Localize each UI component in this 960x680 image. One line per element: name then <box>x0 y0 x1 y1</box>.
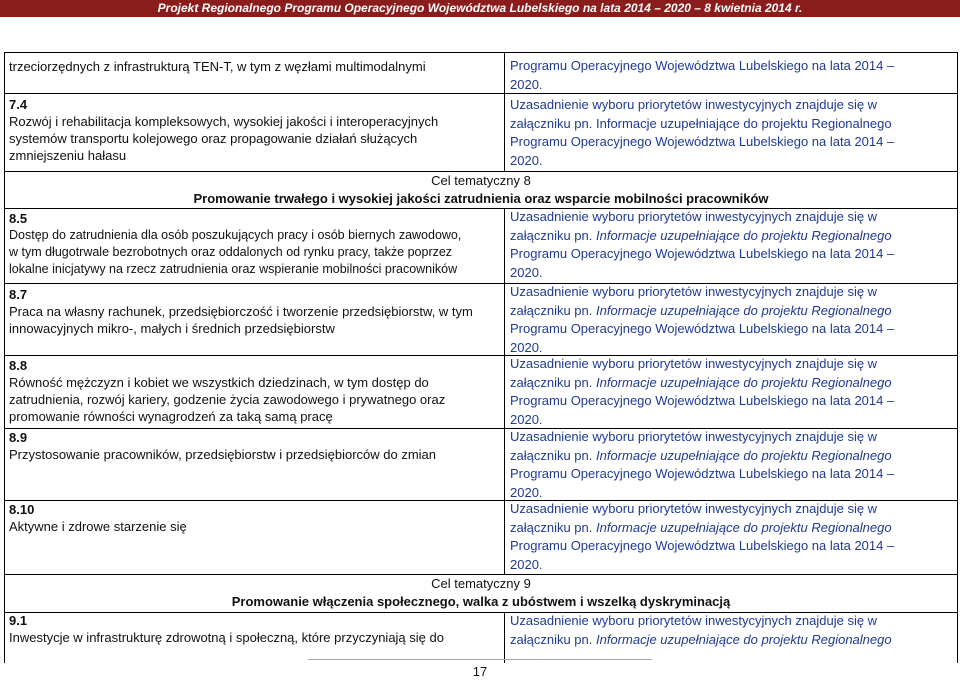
right-line: Uzasadnienie wyboru priorytetów inwestycyjnych znajduje się w <box>510 613 878 628</box>
left-line: Inwestycje w infrastrukturę zdrowotną i społeczną, które przyczyniają się do <box>9 630 444 645</box>
right-line: Uzasadnienie wyboru priorytetów inwestycyjnych znajduje się w <box>510 284 878 299</box>
table-row <box>5 53 957 94</box>
left-line: Praca na własny rachunek, przedsiębiorczość i tworzenie przedsiębiorstw, w tym <box>9 304 473 319</box>
right-line: 2020. <box>510 556 543 572</box>
page-number: 17 <box>472 664 488 679</box>
left-line: Rozwój i rehabilitacja kompleksowych, wysokiej jakości i interoperacyjnych <box>9 114 439 129</box>
right-line: 2020. <box>510 264 543 280</box>
left-line: promowanie równości wynagrodzeń za taką samą pracę <box>9 409 333 424</box>
right-cell <box>510 612 953 649</box>
theme-subtitle: Promowanie trwałego i wysokiej jakości zatrudnienia oraz wsparcie mobilności pracowników <box>193 191 769 206</box>
left-cell <box>9 210 501 278</box>
right-line: załączniku pn. Informacje uzupełniające do projektu Regionalnego <box>510 115 892 131</box>
left-cell <box>9 429 501 463</box>
table-row <box>5 283 957 356</box>
left-line: zmniejszeniu hałasu <box>9 148 127 163</box>
left-cell <box>9 357 501 425</box>
priority-number: 9.1 <box>9 613 28 628</box>
theme-subtitle: Promowanie włączenia społecznego, walka z ubóstwem i wszelką dyskryminacją <box>231 594 731 609</box>
priority-number: 7.4 <box>9 97 28 112</box>
right-cell <box>510 500 953 574</box>
left-cell <box>9 58 501 75</box>
theme-title: Cel tematyczny 8 <box>431 173 531 188</box>
document-header: Projekt Regionalnego Programu Operacyjnego Województwa Lubelskiego na lata 2014 – 2020 – 8 kwietnia 2014 r. <box>0 0 960 17</box>
priority-number: 8.10 <box>9 502 35 517</box>
right-line: Uzasadnienie wyboru priorytetów inwestycyjnych znajduje się w <box>510 209 878 224</box>
right-line: Programu Operacyjnego Województwa Lubelskiego na lata 2014 – <box>510 538 895 553</box>
left-line: lokalne inicjatywy na rzecz zatrudnienia oraz wspieranie mobilności pracowników <box>9 262 458 276</box>
left-line: systemów transportu kolejowego oraz propagowanie działań służących <box>9 131 418 146</box>
priority-table <box>4 52 958 663</box>
table-row <box>5 355 957 429</box>
priority-number: 8.7 <box>9 287 28 302</box>
right-line: Programu Operacyjnego Województwa Lubelskiego na lata 2014 – <box>510 393 895 408</box>
right-line: Programu Operacyjnego Województwa Lubelskiego na lata 2014 – <box>510 466 895 481</box>
right-line: Programu Operacyjnego Województwa Lubelskiego na lata 2014 – <box>510 58 895 73</box>
right-line: Programu Operacyjnego Województwa Lubelskiego na lata 2014 – <box>510 246 895 261</box>
right-line: 2020. <box>510 76 543 92</box>
left-line: innowacyjnych mikro-, małych i średnich przedsiębiorstw <box>9 321 335 336</box>
left-line: zatrudnienia, rozwój kariery, godzenie życia zawodowego i prywatnego oraz <box>9 392 446 407</box>
priority-number: 8.8 <box>9 358 28 373</box>
table-row <box>5 500 957 575</box>
right-cell <box>510 283 953 357</box>
theme-title: Cel tematyczny 9 <box>431 576 531 591</box>
left-line: Przystosowanie pracowników, przedsiębiorstw i przedsiębiorców do zmian <box>9 447 437 462</box>
right-line: Programu Operacyjnego Województwa Lubelskiego na lata 2014 – <box>510 321 895 336</box>
left-line: Dostęp do zatrudnienia dla osób poszukujących pracy i osób biernych zawodowo, <box>9 228 462 242</box>
right-line: Uzasadnienie wyboru priorytetów inwestycyjnych znajduje się w <box>510 356 878 371</box>
right-cell <box>510 57 953 94</box>
right-line: załączniku pn. Informacje uzupełniające do projektu Regionalnego <box>510 374 892 390</box>
right-line: załączniku pn. Informacje uzupełniające do projektu Regionalnego <box>510 447 892 463</box>
left-line: Równość mężczyzn i kobiet we wszystkich dziedzinach, w tym dostęp do <box>9 375 429 390</box>
left-line: trzeciorzędnych z infrastrukturą TEN-T, w tym z węzłami multimodalnymi <box>9 59 426 74</box>
left-cell <box>9 286 501 337</box>
right-cell <box>510 428 953 502</box>
right-cell <box>510 208 953 282</box>
priority-number: 8.5 <box>9 211 28 226</box>
left-cell <box>9 501 501 535</box>
right-line: Programu Operacyjnego Województwa Lubelskiego na lata 2014 – <box>510 134 895 149</box>
left-line: w tym długotrwale bezrobotnych oraz oddalonych od rynku pracy, także poprzez <box>9 245 453 259</box>
theme-heading-row <box>5 574 957 613</box>
right-line: Uzasadnienie wyboru priorytetów inwestycyjnych znajduje się w <box>510 501 878 516</box>
theme-heading-row <box>5 171 957 209</box>
right-line: 2020. <box>510 411 543 427</box>
table-row <box>5 93 957 172</box>
right-line: 2020. <box>510 152 543 168</box>
right-line: załączniku pn. Informacje uzupełniające do projektu Regionalnego <box>510 227 892 243</box>
right-cell <box>510 355 953 429</box>
left-cell <box>9 96 501 164</box>
table-row <box>5 612 957 663</box>
right-line: 2020. <box>510 339 543 355</box>
footer-divider <box>308 659 652 660</box>
right-line: załączniku pn. Informacje uzupełniające do projektu Regionalnego <box>510 519 892 535</box>
right-line: załączniku pn. Informacje uzupełniające do projektu Regionalnego <box>510 302 892 318</box>
priority-number: 8.9 <box>9 430 28 445</box>
right-line: Uzasadnienie wyboru priorytetów inwestycyjnych znajduje się w <box>510 429 878 444</box>
right-line: 2020. <box>510 484 543 500</box>
left-line: Aktywne i zdrowe starzenie się <box>9 519 187 534</box>
right-line: załączniku pn. Informacje uzupełniające do projektu Regionalnego <box>510 631 892 647</box>
right-cell <box>510 96 953 170</box>
table-row <box>5 428 957 501</box>
left-cell <box>9 612 501 646</box>
table-row <box>5 208 957 284</box>
right-line: Uzasadnienie wyboru priorytetów inwestycyjnych znajduje się w <box>510 97 878 112</box>
